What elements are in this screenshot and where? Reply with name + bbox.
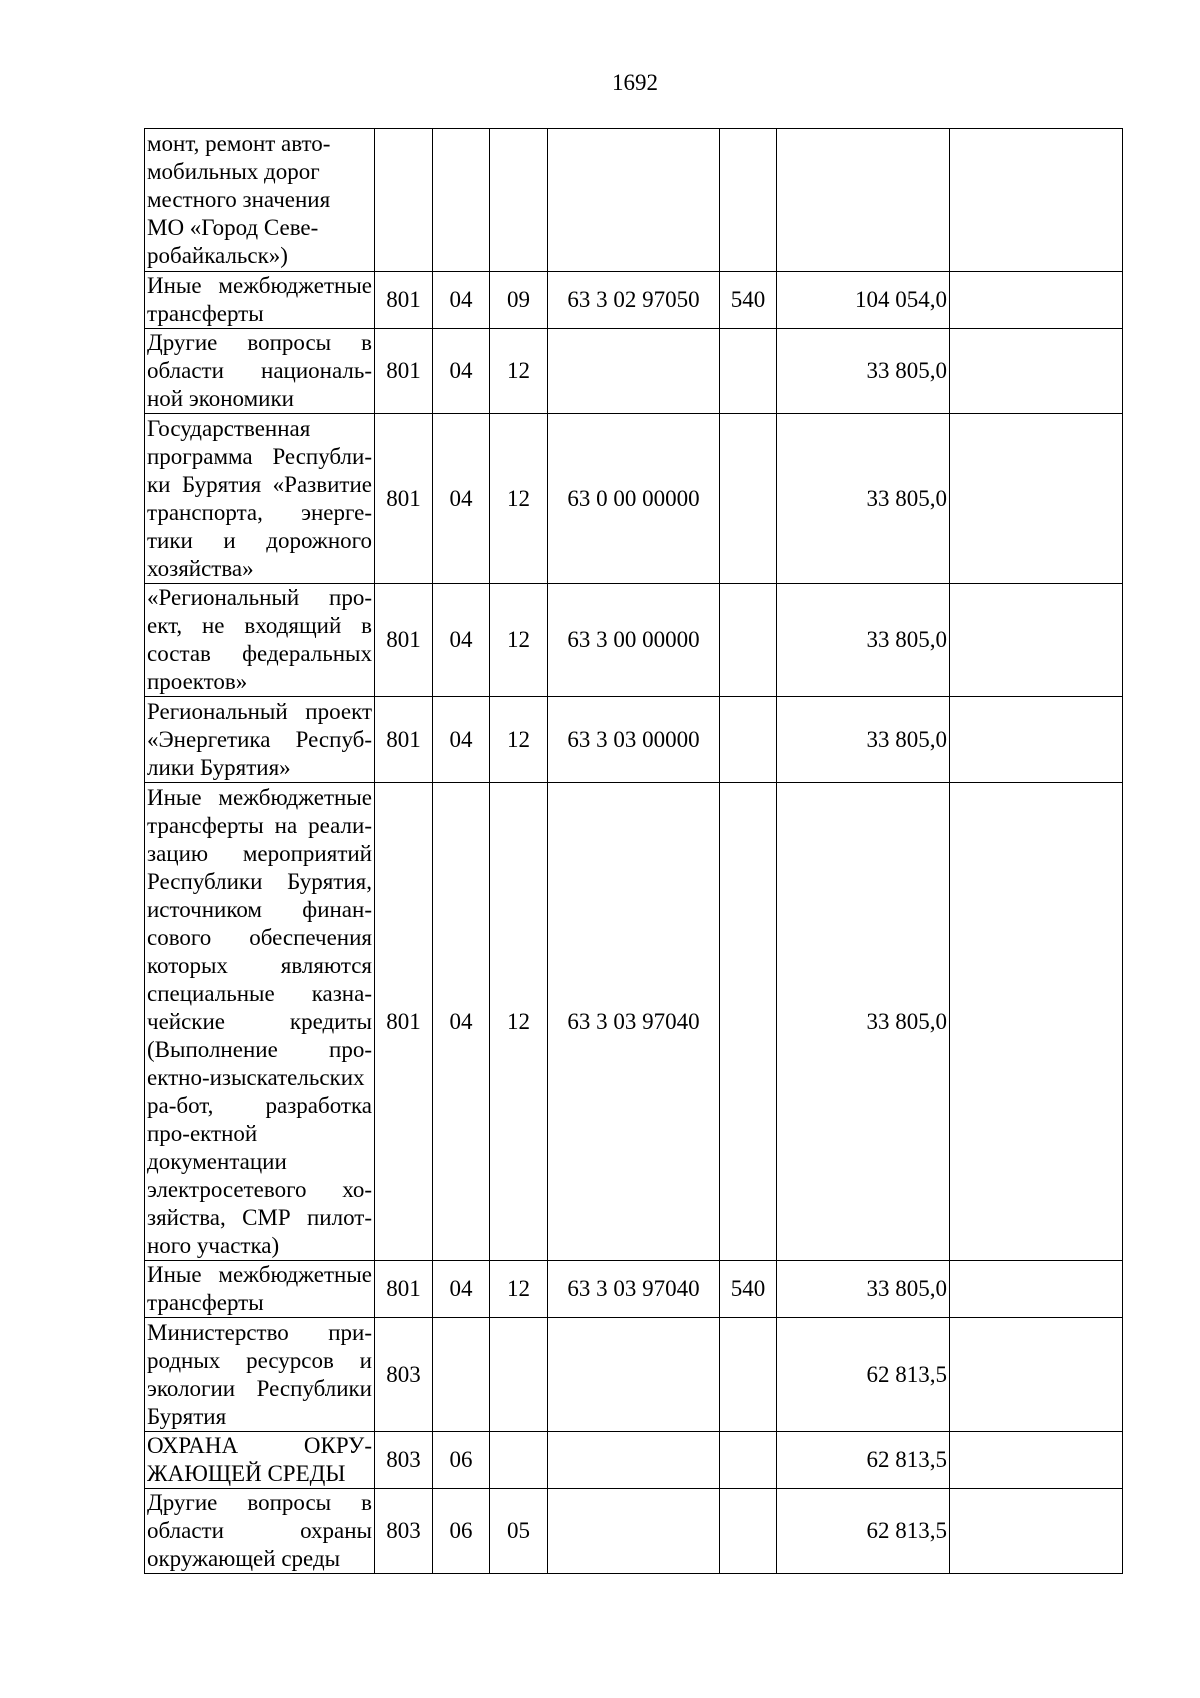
row-name-cell: Региональный проект «Энергетика Респуб-лики Бурятия» xyxy=(145,697,375,783)
table-row xyxy=(145,272,1123,329)
target-article-cell xyxy=(548,1318,720,1432)
subsection-code-cell: 12 xyxy=(490,783,548,1261)
section-code-cell: 04 xyxy=(433,329,490,414)
subsection-code-cell: 12 xyxy=(490,329,548,414)
expense-type-cell xyxy=(720,329,777,414)
section-code-cell: 04 xyxy=(433,1261,490,1318)
section-code-cell xyxy=(433,1318,490,1432)
subsection-code-cell: 05 xyxy=(490,1489,548,1574)
budget-table-body xyxy=(145,129,1123,1574)
row-name-cell: монт, ремонт авто- мобильных дорог местного значения МО «Город Севе- робайкальск») xyxy=(145,129,375,272)
table-row xyxy=(145,1432,1123,1489)
row-name-cell: Другие вопросы в области националь-ной экономики xyxy=(145,329,375,414)
target-article-cell xyxy=(548,329,720,414)
target-article-cell: 63 3 02 97050 xyxy=(548,272,720,329)
expense-type-cell xyxy=(720,129,777,272)
target-article-cell: 63 3 03 97040 xyxy=(548,1261,720,1318)
section-code-cell: 04 xyxy=(433,783,490,1261)
expense-type-cell xyxy=(720,1489,777,1574)
target-article-cell: 63 3 03 00000 xyxy=(548,697,720,783)
budget-table xyxy=(144,128,1123,1574)
expense-type-cell xyxy=(720,1318,777,1432)
page-number: 1692 xyxy=(612,70,658,95)
row-name-cell: «Региональный про-ект, не входящий в состав федеральных проектов» xyxy=(145,584,375,697)
department-code-cell: 801 xyxy=(375,329,433,414)
subsection-code-cell xyxy=(490,1432,548,1489)
amount-cell: 62 813,5 xyxy=(777,1489,950,1574)
subsection-code-cell: 09 xyxy=(490,272,548,329)
subsection-code-cell xyxy=(490,129,548,272)
amount-cell: 62 813,5 xyxy=(777,1432,950,1489)
amount-cell: 33 805,0 xyxy=(777,697,950,783)
row-name-cell: Иные межбюджетные трансферты на реали-зацию мероприятий Республики Бурятия, источником финан-сового обеспечения которых являются специальные казна-чейские кредиты (Выполнение про-ектно-изыскательских ра-бот, разработка про-ектной документации электросетевого хо-зяйства, СМР пилот-ного участка) xyxy=(145,783,375,1261)
section-code-cell: 04 xyxy=(433,272,490,329)
row-name-cell: Государственная программа Республи-ки Бурятия «Развитие транспорта, энерге-тики и дорожного хозяйства» xyxy=(145,414,375,584)
expense-type-cell: 540 xyxy=(720,272,777,329)
subsection-code-cell xyxy=(490,1318,548,1432)
subsection-code-cell: 12 xyxy=(490,414,548,584)
expense-type-cell xyxy=(720,697,777,783)
section-code-cell: 06 xyxy=(433,1432,490,1489)
expense-type-cell xyxy=(720,414,777,584)
extra-cell xyxy=(950,272,1123,329)
section-code-cell: 04 xyxy=(433,697,490,783)
table-row xyxy=(145,1318,1123,1432)
table-row xyxy=(145,329,1123,414)
amount-cell: 33 805,0 xyxy=(777,783,950,1261)
extra-cell xyxy=(950,1261,1123,1318)
target-article-cell: 63 0 00 00000 xyxy=(548,414,720,584)
department-code-cell: 803 xyxy=(375,1489,433,1574)
amount-cell: 33 805,0 xyxy=(777,414,950,584)
target-article-cell: 63 3 00 00000 xyxy=(548,584,720,697)
department-code-cell: 801 xyxy=(375,272,433,329)
extra-cell xyxy=(950,129,1123,272)
extra-cell xyxy=(950,1318,1123,1432)
extra-cell xyxy=(950,783,1123,1261)
extra-cell xyxy=(950,414,1123,584)
extra-cell xyxy=(950,697,1123,783)
department-code-cell: 801 xyxy=(375,414,433,584)
table-row xyxy=(145,697,1123,783)
target-article-cell: 63 3 03 97040 xyxy=(548,783,720,1261)
department-code-cell: 801 xyxy=(375,697,433,783)
table-row xyxy=(145,129,1123,272)
table-row xyxy=(145,783,1123,1261)
amount-cell: 33 805,0 xyxy=(777,329,950,414)
department-code-cell: 801 xyxy=(375,584,433,697)
section-code-cell: 06 xyxy=(433,1489,490,1574)
amount-cell xyxy=(777,129,950,272)
department-code-cell: 803 xyxy=(375,1318,433,1432)
row-name-cell: Другие вопросы в области охраны окружающей среды xyxy=(145,1489,375,1574)
expense-type-cell: 540 xyxy=(720,1261,777,1318)
table-row xyxy=(145,1261,1123,1318)
section-code-cell: 04 xyxy=(433,414,490,584)
extra-cell xyxy=(950,1489,1123,1574)
extra-cell xyxy=(950,329,1123,414)
department-code-cell xyxy=(375,129,433,272)
target-article-cell xyxy=(548,1489,720,1574)
extra-cell xyxy=(950,584,1123,697)
subsection-code-cell: 12 xyxy=(490,584,548,697)
department-code-cell: 801 xyxy=(375,1261,433,1318)
table-row xyxy=(145,1489,1123,1574)
amount-cell: 33 805,0 xyxy=(777,584,950,697)
row-name-cell: ОХРАНА ОКРУ-ЖАЮЩЕЙ СРЕДЫ xyxy=(145,1432,375,1489)
row-name-cell: Министерство при-родных ресурсов и экологии Республики Бурятия xyxy=(145,1318,375,1432)
expense-type-cell xyxy=(720,783,777,1261)
department-code-cell: 803 xyxy=(375,1432,433,1489)
row-name-cell: Иные межбюджетные трансферты xyxy=(145,272,375,329)
expense-type-cell xyxy=(720,584,777,697)
subsection-code-cell: 12 xyxy=(490,697,548,783)
expense-type-cell xyxy=(720,1432,777,1489)
section-code-cell: 04 xyxy=(433,584,490,697)
amount-cell: 62 813,5 xyxy=(777,1318,950,1432)
table-row xyxy=(145,414,1123,584)
department-code-cell: 801 xyxy=(375,783,433,1261)
table-row xyxy=(145,584,1123,697)
target-article-cell xyxy=(548,129,720,272)
subsection-code-cell: 12 xyxy=(490,1261,548,1318)
amount-cell: 104 054,0 xyxy=(777,272,950,329)
target-article-cell xyxy=(548,1432,720,1489)
amount-cell: 33 805,0 xyxy=(777,1261,950,1318)
section-code-cell xyxy=(433,129,490,272)
row-name-cell: Иные межбюджетные трансферты xyxy=(145,1261,375,1318)
extra-cell xyxy=(950,1432,1123,1489)
